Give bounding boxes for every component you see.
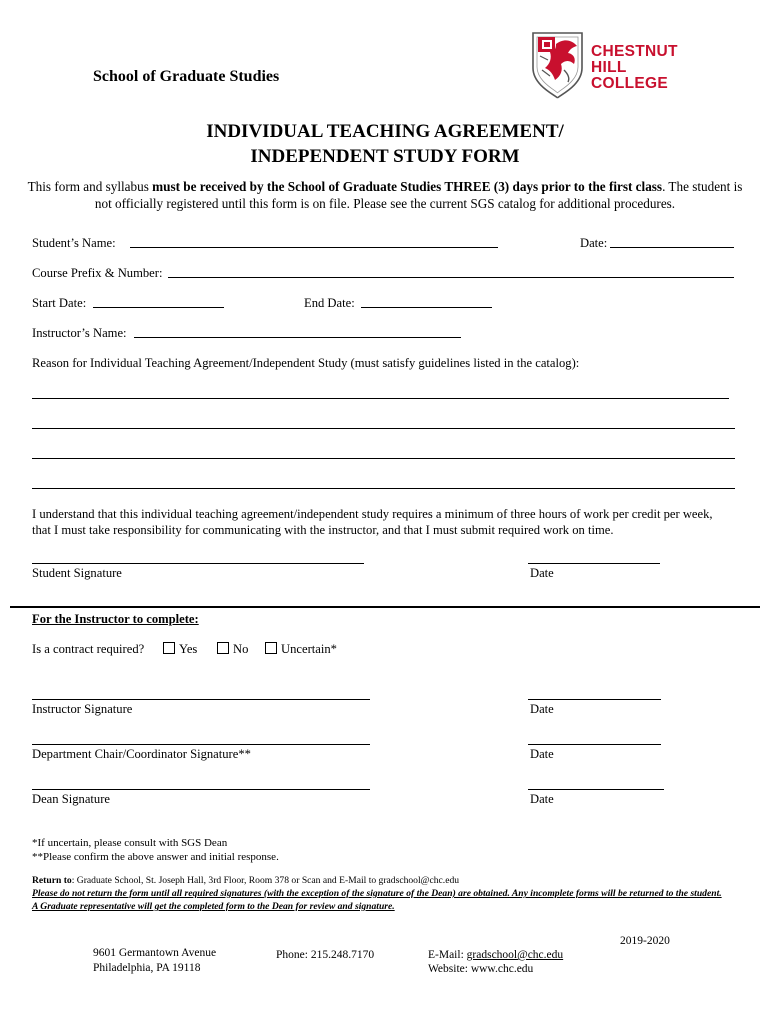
return-to — [32, 874, 459, 887]
dean-signature-label: Dean Signature — [32, 792, 110, 806]
chair-signature-field[interactable] — [32, 744, 370, 745]
instructor-signature-date-field[interactable] — [528, 699, 661, 700]
return-to-text: : Graduate School, St. Joseph Hall, 3rd Floor, Room 378 or Scan and E-Mail to gradschool@chc.edu — [71, 875, 460, 886]
form-title-line-1: INDIVIDUAL TEACHING AGREEMENT/ — [206, 121, 564, 142]
student-signature-date-field[interactable] — [528, 563, 660, 564]
logo-line-2: HILL — [591, 59, 627, 76]
dean-signature-date-label: Date — [530, 792, 554, 806]
intro-emphasis: must be received by the School of Graduate Studies THREE (3) days prior to the first class — [152, 179, 663, 194]
phone: Phone: 215.248.7170 — [276, 949, 375, 961]
note-confirm: **Please confirm the above answer and initial response. — [32, 851, 279, 863]
return-warning-2: A Graduate representative will get the completed form to the Dean for review and signature. — [32, 901, 395, 912]
end-date-label: End Date: — [304, 296, 355, 310]
start-date-field[interactable] — [93, 307, 224, 308]
date-field[interactable] — [610, 247, 734, 248]
course-field[interactable] — [168, 277, 734, 278]
college-logo-text — [591, 44, 678, 92]
option-uncertain-label: Uncertain* — [281, 642, 337, 656]
reason-line-3[interactable] — [32, 458, 735, 459]
return-to-label: Return to — [32, 875, 72, 886]
course-label: Course Prefix & Number: — [32, 266, 163, 280]
student-name-label: Student’s Name: — [32, 236, 116, 250]
start-date-label: Start Date: — [32, 296, 87, 310]
email-line — [428, 948, 563, 963]
school-name: School of Graduate Studies — [93, 68, 280, 85]
instructor-name-field[interactable] — [134, 337, 461, 338]
reason-line-4[interactable] — [32, 488, 735, 489]
website[interactable]: Website: www.chc.edu — [428, 963, 534, 975]
logo-line-1: CHESTNUT — [591, 43, 678, 60]
instructor-name-label: Instructor’s Name: — [32, 326, 127, 340]
chair-signature-label: Department Chair/Coordinator Signature** — [32, 747, 251, 761]
dean-signature-field[interactable] — [32, 789, 370, 790]
student-name-field[interactable] — [130, 247, 498, 248]
date-label: Date: — [580, 236, 608, 250]
option-yes-label: Yes — [179, 642, 198, 656]
section-divider — [10, 606, 760, 608]
logo-line-3: COLLEGE — [591, 75, 669, 92]
reason-line-1[interactable] — [32, 398, 729, 399]
checkbox-no[interactable] — [217, 642, 229, 654]
option-no-label: No — [233, 642, 249, 656]
option-no[interactable] — [217, 642, 248, 657]
academic-year: 2019-2020 — [620, 935, 670, 947]
address-line-1: 9601 Germantown Avenue — [93, 947, 217, 959]
student-signature-date-label: Date — [530, 566, 554, 580]
option-uncertain[interactable] — [265, 642, 337, 657]
instructor-signature-label: Instructor Signature — [32, 702, 133, 716]
checkbox-uncertain[interactable] — [265, 642, 277, 654]
end-date-field[interactable] — [361, 307, 492, 308]
intro-part-2: . The student is not officially registered until this form is on file. Please see the current SGS catalog for additional procedures. — [94, 179, 743, 211]
contract-question: Is a contract required? — [32, 642, 145, 656]
student-signature-field[interactable] — [32, 563, 364, 564]
intro-part-1: This form and syllabus — [27, 179, 153, 194]
instructor-section-heading: For the Instructor to complete: — [32, 612, 199, 626]
instructor-signature-date-label: Date — [530, 702, 554, 716]
reason-label: Reason for Individual Teaching Agreement/Independent Study (must satisfy guidelines listed in the catalog): — [32, 356, 580, 370]
student-statement: I understand that this individual teaching agreement/independent study requires a minimum of three hours of work per credit per week, that I must take responsibility for communicating with the instructor, and that I must submit required work on time. — [32, 507, 713, 537]
chair-signature-date-field[interactable] — [528, 744, 661, 745]
dean-signature-date-field[interactable] — [528, 789, 664, 790]
instructor-signature-field[interactable] — [32, 699, 370, 700]
email-label: E-Mail: — [428, 949, 467, 961]
form-title-line-2: INDEPENDENT STUDY FORM — [250, 146, 520, 167]
student-signature-label: Student Signature — [32, 566, 122, 580]
checkbox-yes[interactable] — [163, 642, 175, 654]
chair-signature-date-label: Date — [530, 747, 554, 761]
reason-line-2[interactable] — [32, 428, 735, 429]
address-line-2: Philadelphia, PA 19118 — [93, 962, 201, 974]
option-yes[interactable] — [163, 642, 197, 657]
note-uncertain: *If uncertain, please consult with SGS Dean — [32, 837, 228, 849]
intro-paragraph — [20, 178, 750, 212]
email-link[interactable]: gradschool@chc.edu — [466, 949, 564, 961]
return-warning-1: Please do not return the form until all required signatures (with the exception of the signature of the Dean) are obtained. Any incomplete forms will be returned to the student. — [32, 888, 722, 899]
